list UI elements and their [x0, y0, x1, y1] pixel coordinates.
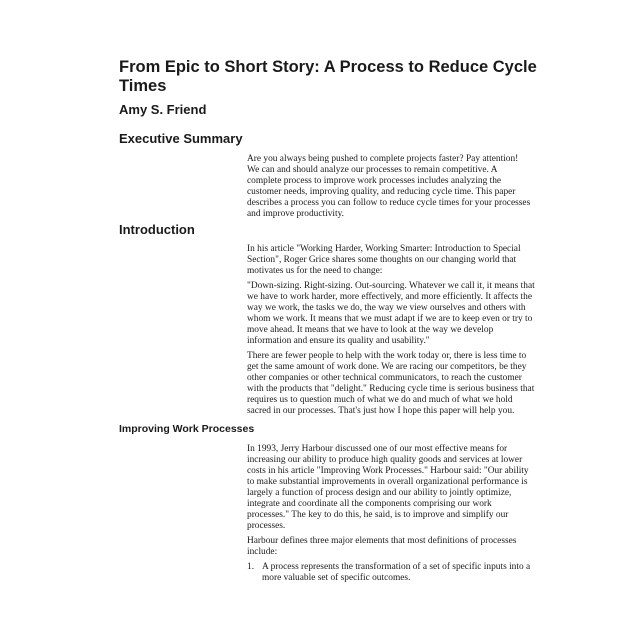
- exec-summary-paragraph: [247, 154, 539, 220]
- document-body: [119, 58, 539, 584]
- title-line: Times: [119, 77, 167, 95]
- heading-executive-summary: Executive Summary: [119, 131, 243, 146]
- text-line: we have to work harder, more effectively, and more efficiently. It affects the: [247, 292, 533, 302]
- text-line: costs in his article "Improving Work Processes." Harbour said: "Our ability: [247, 466, 529, 476]
- text-line: with the products that "delight." Reducing cycle time is serious business that: [247, 384, 535, 394]
- text-line: customer needs, improving quality, and reducing cycle time. This paper: [247, 187, 516, 197]
- text-line: There are fewer people to help with the work today or, there is less time to: [247, 351, 527, 361]
- text-line: In 1993, Jerry Harbour discussed one of our most effective means for: [247, 444, 508, 454]
- intro-paragraph-1: [247, 244, 539, 277]
- text-line: increasing our ability to produce high quality goods and services at lower: [247, 455, 523, 465]
- text-line: include:: [247, 547, 278, 557]
- text-line: requires us to question much of what we do and much of what we hold: [247, 395, 513, 405]
- text-line: other companies or other technical communicators, to reach the customer: [247, 373, 522, 383]
- list-line: A process represents the transformation of a set of specific inputs into a: [262, 562, 531, 572]
- text-line: way we work, the tasks we do, the way we view ourselves and others with: [247, 303, 526, 313]
- text-line: get the same amount of work done. We are racing our competitors, be they: [247, 362, 527, 372]
- list-line: more valuable set of specific outcomes.: [262, 573, 411, 583]
- improving-paragraph-1: [247, 444, 539, 532]
- text-line: integrate and coordinate all the components comprising our work: [247, 499, 492, 509]
- title-line: From Epic to Short Story: A Process to Reduce Cycle: [119, 58, 537, 76]
- text-line: We can and should analyze our processes to remain competitive. A: [247, 165, 498, 175]
- author: Amy S. Friend: [119, 102, 207, 117]
- text-line: information and ensure its quality and usability.": [247, 336, 430, 346]
- improving-paragraph-2: [247, 536, 539, 558]
- heading-improving-work-processes: Improving Work Processes: [119, 423, 255, 435]
- text-line: and improve productivity.: [247, 209, 345, 219]
- text-line: processes." The key to do this, he said, is to improve and simplify our: [247, 510, 509, 520]
- list-item-text: [262, 562, 530, 584]
- intro-paragraph-3: [247, 351, 539, 417]
- text-line: Are you always being pushed to complete projects faster? Pay attention!: [247, 154, 519, 164]
- list-number: 1.: [247, 562, 255, 572]
- text-line: Harbour defines three major elements that most definitions of processes: [247, 536, 517, 546]
- document-title: [119, 58, 539, 96]
- text-line: motivates us for the need to change:: [247, 266, 383, 276]
- text-line: Section", Roger Grice shares some thoughts on our changing world that: [247, 255, 517, 265]
- list-item: [247, 562, 539, 584]
- text-line: to make substantial improvements in overall organizational performance is: [247, 477, 528, 487]
- text-line: move ahead. It means that we have to look at the way we develop: [247, 325, 494, 335]
- text-line: sacred in our processes. That's just how I hope this paper will help you.: [247, 406, 515, 416]
- text-line: complete process to improve work processes includes analyzing the: [247, 176, 502, 186]
- text-line: In his article "Working Harder, Working Smarter: Introduction to Special: [247, 244, 521, 254]
- text-line: whom we work. It means that we must adapt if we are to keep even or try to: [247, 314, 533, 324]
- text-line: largely a function of process design and our ability to jointly optimize,: [247, 488, 512, 498]
- text-line: "Down-sizing. Right-sizing. Out-sourcing. Whatever we call it, it means that: [247, 281, 535, 291]
- text-line: describes a process you can follow to reduce cycle times for your processes: [247, 198, 531, 208]
- intro-quote: [247, 281, 539, 347]
- heading-introduction: Introduction: [119, 222, 195, 237]
- text-line: processes.: [247, 521, 286, 531]
